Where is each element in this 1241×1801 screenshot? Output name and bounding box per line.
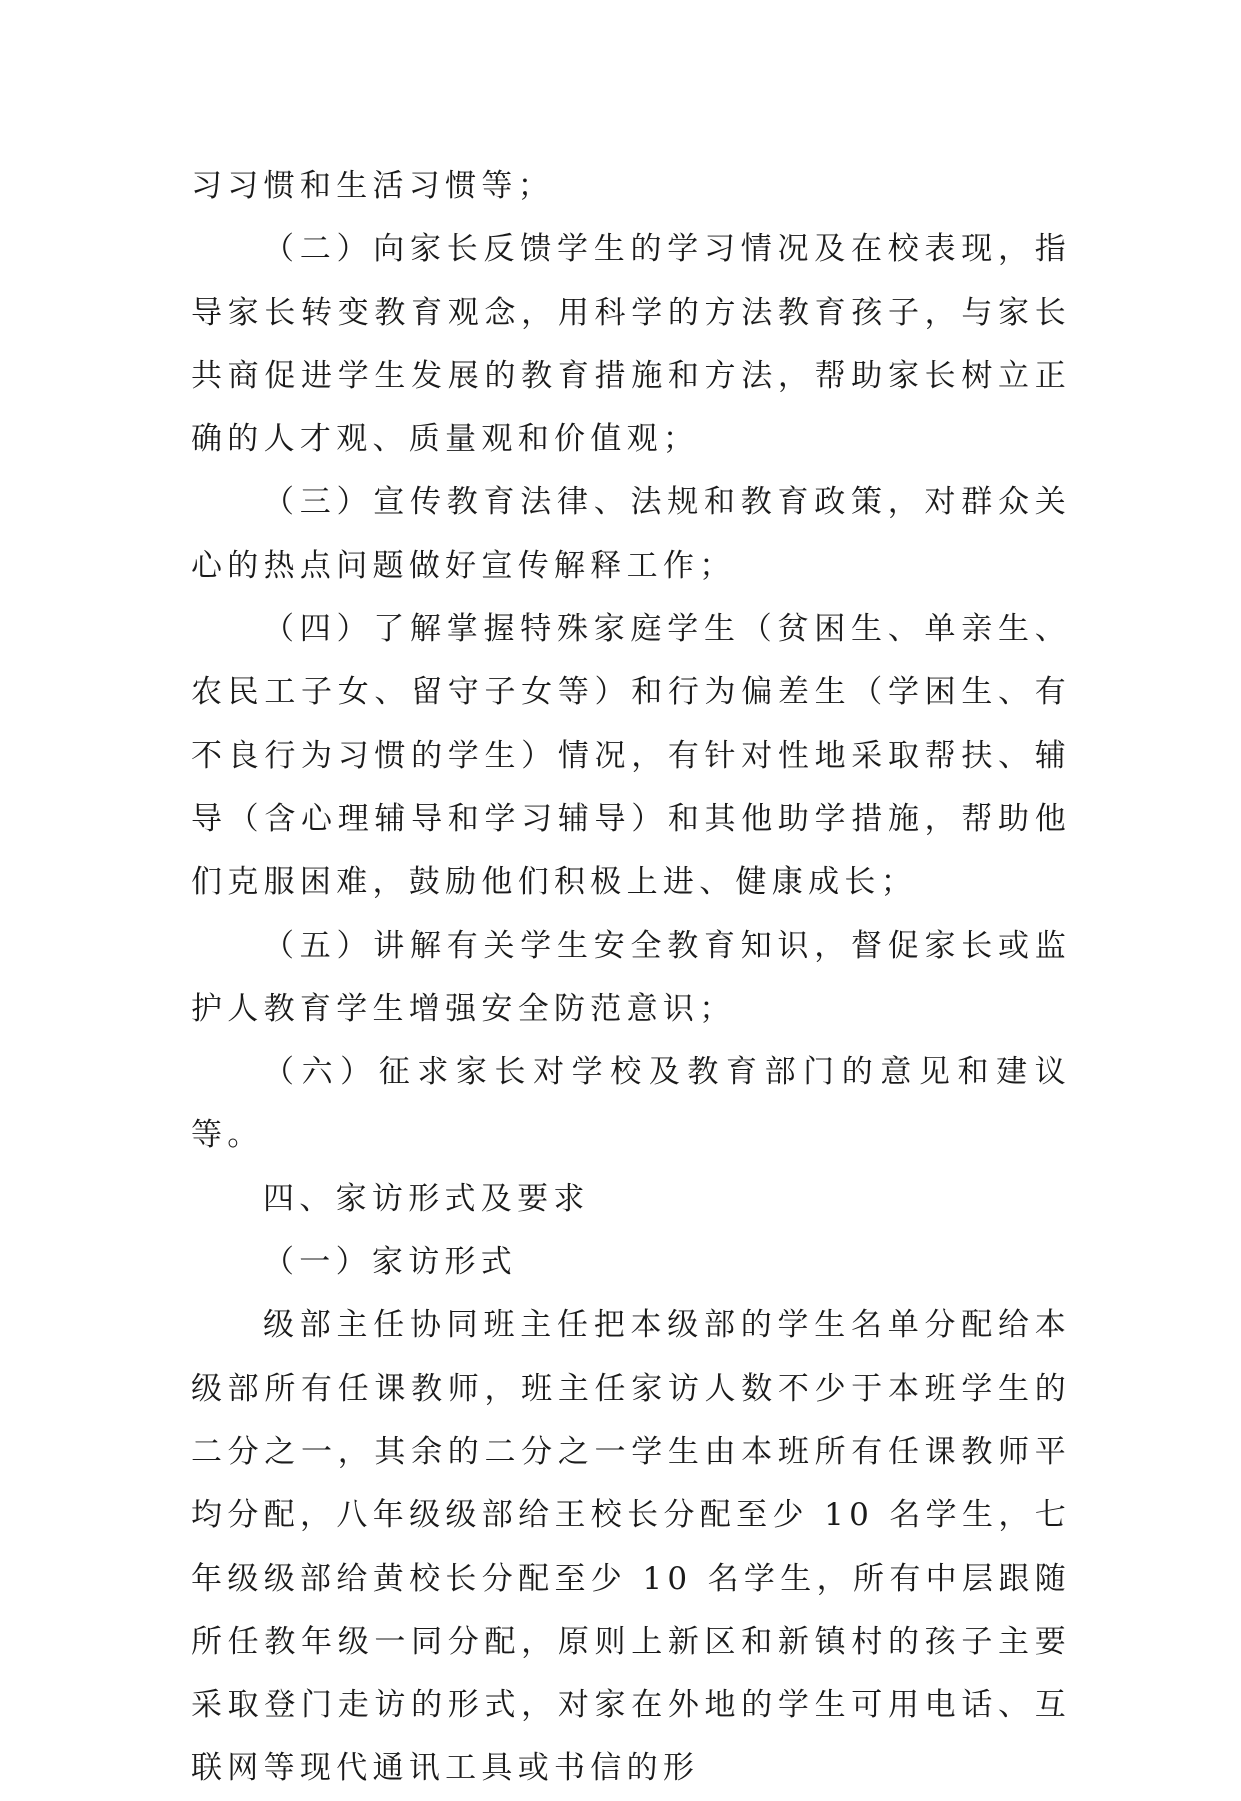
paragraph-item-3: （三）宣传教育法律、法规和教育政策，对群众关心的热点问题做好宣传解释工作； [191, 484, 1071, 584]
paragraph-item-6: （六）征求家长对学校及教育部门的意见和建议等。 [191, 1054, 1071, 1154]
subsection-heading: （一）家访形式 [263, 1244, 518, 1281]
paragraph-item-5: （五）讲解有关学生安全教育知识，督促家长或监护人教育学生增强安全防范意识； [191, 927, 1071, 1027]
paragraph-item-2: （二）向家长反馈学生的学习情况及在校表现，指导家长转变教育观念，用科学的方法教育孩子，与家长共商促进学生发展的教育措施和方法，帮助家长树立正确的人才观、质量观和价值观； [191, 231, 1071, 458]
document-body [191, 155, 1071, 1801]
paragraph-item-4: （四）了解掌握特殊家庭学生（贫困生、单亲生、农民工子女、留守子女等）和行为偏差生（学困生、有不良行为习惯的学生）情况，有针对性地采取帮扶、辅导（含心理辅导和学习辅导）和其他助学措施，帮助他们克服困难，鼓励他们积极上进、健康成长； [191, 611, 1071, 901]
paragraph-body: 级部主任协同班主任把本级部的学生名单分配给本级部所有任课教师，班主任家访人数不少于本班学生的二分之一，其余的二分之一学生由本班所有任课教师平均分配，八年级级部给王校长分配至少 10 名学生，七年级级部给黄校长分配至少 10 名学生，所有中层跟随所任教年级一同分配，原则上新区和新镇村的孩子主要采取登门走访的形式，对家在外地的学生可用电话、互联网等现代通讯工具或书信的形 [191, 1307, 1071, 1787]
paragraph-continuation: 习习惯和生活习惯等； [191, 168, 554, 204]
section-heading: 四、家访形式及要求 [263, 1180, 590, 1217]
